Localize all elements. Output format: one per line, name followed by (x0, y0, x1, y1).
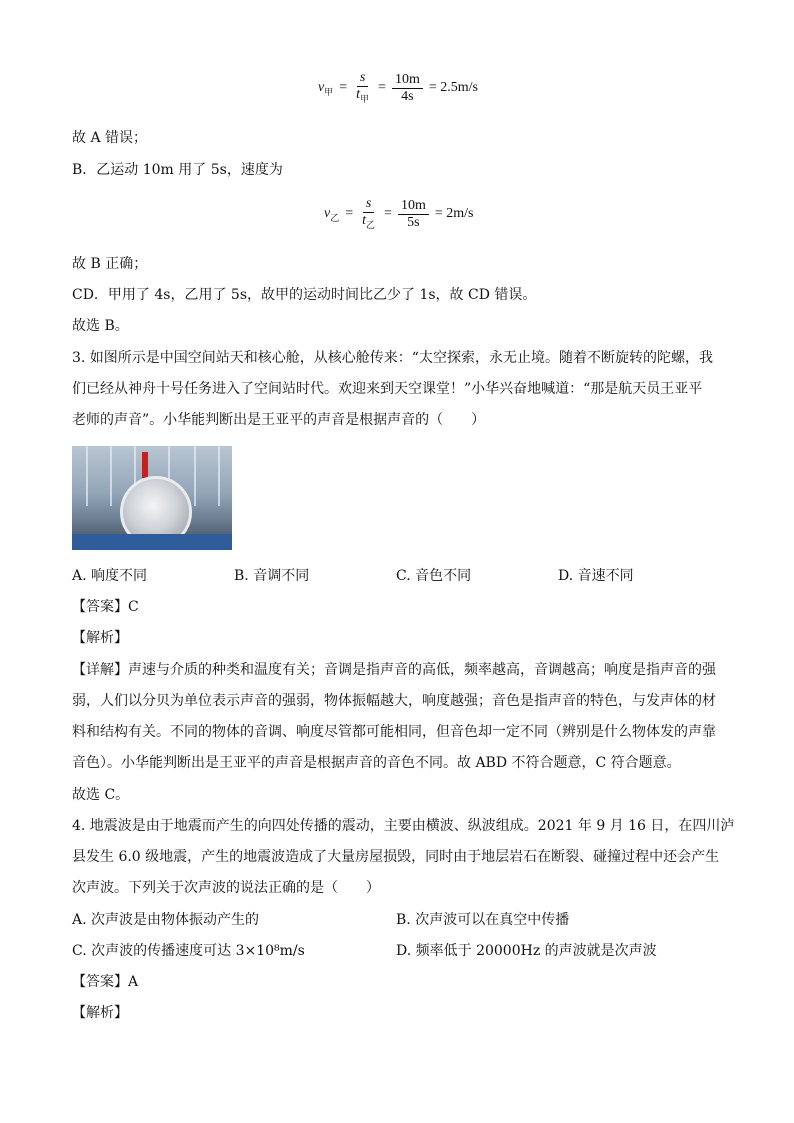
formula-result: = 2.5m/s (428, 80, 478, 96)
text-b-right: 故 B 正确； (72, 256, 148, 272)
q3-detail-2: 弱，人们以分贝为单位表示声音的强弱，物体振幅越大，响度越强；音色是指声音的特色，与发声体的材 (72, 693, 716, 709)
text-cd: CD．甲用了 4s，乙用了 5s，故甲的运动时间比乙少了 1s，故 CD 错误。 (72, 287, 537, 303)
text-a-wrong: 故 A 错误； (72, 130, 148, 146)
q4-line-2: 县发生 6.0 级地震，产生的地震波造成了大量房屋损毁，同时由于地层岩石在断裂、碰撞过程中还会产生 (72, 849, 720, 865)
q3-line-1: 3. 如图所示是中国空间站天和核心舱，从核心舱传来：“太空探索，永无止境。随着不断旋转的陀螺，我 (72, 350, 713, 366)
q3-option-c: C. 音色不同 (396, 568, 472, 584)
q3-analysis: 【解析】 (72, 630, 128, 646)
q3-choose: 故选 C。 (72, 787, 130, 803)
q3-option-b: B. 音调不同 (234, 568, 310, 584)
q4-line-3: 次声波。下列关于次声波的说法正确的是（ ） (72, 880, 380, 896)
formula-result: = 2m/s (434, 206, 474, 222)
q4-option-d: D. 频率低于 20000Hz 的声波就是次声波 (396, 943, 657, 959)
q4-option-b: B. 次声波可以在真空中传播 (396, 912, 570, 928)
q4-answer: 【答案】A (72, 974, 139, 990)
formula-v-jia: $v_甲$ = $\frac{s}{t_甲}$ = $\frac{10m}{4s}$ = 2.5m/s (318, 70, 478, 107)
formula-lhs: $v_乙$ (324, 205, 340, 223)
q4-line-1: 4. 地震波是由于地震而产生的向四处传播的震动，主要由横波、纵波组成。2021 年 9 月 16 日，在四川泸 (72, 818, 735, 834)
formula-lhs: $v_甲$ (318, 79, 334, 97)
q3-line-3: 老师的声音”。小华能判断出是王亚平的声音是根据声音的（ ） (72, 412, 486, 428)
q4-option-c: C. 次声波的传播速度可达 3×10⁸m/s (72, 943, 305, 959)
text-b-intro: B．乙运动 10m 用了 5s，速度为 (72, 162, 283, 178)
flag-icon (142, 452, 148, 478)
formula-fraction-s-t: $\frac{s}{t_甲}$ (356, 70, 370, 104)
q4-option-a: A. 次声波是由物体振动产生的 (72, 912, 260, 928)
formula-fraction-values: $\frac{10m}{4s}$ (392, 72, 423, 105)
q3-option-a: A. 响度不同 (72, 568, 148, 584)
formula-fraction-s-t: $\frac{s}{t_乙}$ (362, 196, 376, 230)
space-station-photo (72, 446, 232, 550)
formula-v-yi: $v_乙$ = $\frac{s}{t_乙}$ = $\frac{10m}{5s}$ = 2m/s (324, 196, 473, 233)
q3-detail-1: 【详解】声速与介质的种类和温度有关；音调是指声音的高低，频率越高，音调越高；响度是指声音的强 (72, 662, 716, 678)
q4-analysis: 【解析】 (72, 1005, 128, 1021)
q3-answer: 【答案】C (72, 599, 139, 615)
q3-detail-3: 料和结构有关。不同的物体的音调、响度尽管都可能相同，但音色却一定不同（辨别是什么物体发的声靠 (72, 724, 716, 740)
q3-option-d: D. 音速不同 (558, 568, 634, 584)
formula-fraction-values: $\frac{10m}{5s}$ (398, 198, 429, 231)
q3-detail-4: 音色）。小华能判断出是王亚平的声音是根据声音的音色不同。故 ABD 不符合题意，C 符合题意。 (72, 755, 681, 771)
text-choose-b: 故选 B。 (72, 318, 129, 334)
q3-line-2: 们已经从神舟十号任务进入了空间站时代。欢迎来到天空课堂！”小华兴奋地喊道：“那是航天员王亚平 (72, 381, 703, 397)
